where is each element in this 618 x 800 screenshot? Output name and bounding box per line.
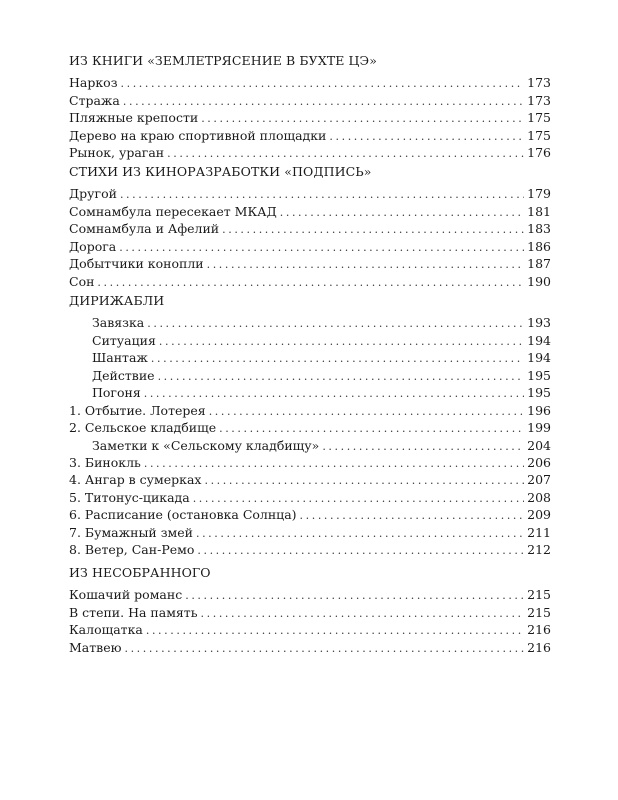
entry-page: 212 bbox=[527, 542, 551, 558]
toc-entry[interactable] bbox=[69, 74, 551, 91]
toc-section-nesobrannoe bbox=[69, 564, 551, 656]
entry-page: 196 bbox=[527, 402, 551, 418]
entry-title: Завязка bbox=[92, 315, 145, 331]
section-title: СТИХИ ИЗ КИНОРАЗРАБОТКИ «ПОДПИСЬ» bbox=[69, 164, 372, 179]
entry-page: 207 bbox=[527, 472, 551, 488]
entry-page: 173 bbox=[527, 92, 551, 108]
toc-entry[interactable] bbox=[69, 331, 551, 348]
toc-entry[interactable] bbox=[69, 185, 551, 202]
toc-page bbox=[69, 0, 551, 800]
leader-dots bbox=[146, 624, 524, 638]
entry-title: 3. Бинокль bbox=[69, 454, 141, 470]
section-title: ДИРИЖАБЛИ bbox=[69, 293, 165, 308]
entry-title: 1. Отбытие. Лотерея bbox=[69, 402, 206, 418]
leader-dots bbox=[167, 147, 524, 161]
leader-dots bbox=[144, 387, 524, 401]
entry-page: 195 bbox=[527, 367, 551, 383]
leader-dots bbox=[158, 370, 525, 384]
toc-entry[interactable] bbox=[69, 109, 551, 126]
leader-dots bbox=[151, 352, 524, 366]
entry-page: 175 bbox=[527, 127, 551, 143]
leader-dots bbox=[97, 276, 524, 290]
leader-dots bbox=[121, 77, 525, 91]
entry-title: Сомнамбула и Афелий bbox=[69, 221, 220, 237]
entry-page: 187 bbox=[527, 256, 551, 272]
entry-page: 190 bbox=[527, 273, 551, 289]
entry-title: 7. Бумажный змей bbox=[69, 524, 193, 540]
entry-page: 204 bbox=[527, 437, 551, 453]
leader-dots bbox=[322, 440, 524, 454]
leader-dots bbox=[201, 112, 524, 126]
toc-section-zemletryasenie bbox=[69, 52, 551, 161]
toc-entry[interactable] bbox=[69, 384, 551, 401]
leader-dots bbox=[144, 457, 524, 471]
leader-dots bbox=[209, 405, 524, 419]
toc-entry[interactable] bbox=[69, 621, 551, 638]
entry-title: Добытчики конопли bbox=[69, 256, 204, 272]
entry-title: Наркоз bbox=[69, 75, 118, 91]
entry-title: Погоня bbox=[92, 385, 141, 401]
entry-page: 193 bbox=[527, 315, 551, 331]
toc-entry[interactable] bbox=[69, 454, 551, 471]
toc-entry[interactable] bbox=[69, 471, 551, 488]
entry-page: 175 bbox=[527, 110, 551, 126]
leader-dots bbox=[222, 223, 524, 237]
entry-page: 176 bbox=[527, 145, 551, 161]
entry-title: 6. Расписание (остановка Солнца) bbox=[69, 507, 297, 523]
section-title: ИЗ КНИГИ «ЗЕМЛЕТРЯСЕНИЕ В БУХТЕ ЦЭ» bbox=[69, 53, 377, 68]
entry-page: 194 bbox=[527, 350, 551, 366]
toc-entry[interactable] bbox=[69, 401, 551, 418]
entry-title: Кошачий романс bbox=[69, 587, 183, 603]
entry-page: 208 bbox=[527, 489, 551, 505]
entry-title: Дорога bbox=[69, 238, 117, 254]
entry-page: 173 bbox=[527, 75, 551, 91]
leader-dots bbox=[204, 474, 524, 488]
leader-dots bbox=[120, 188, 524, 202]
entry-page: 216 bbox=[527, 622, 551, 638]
toc-entry[interactable] bbox=[69, 126, 551, 143]
entry-page: 215 bbox=[527, 604, 551, 620]
leader-dots bbox=[329, 130, 524, 144]
entry-page: 206 bbox=[527, 454, 551, 470]
entry-title: Ситуация bbox=[92, 332, 156, 348]
leader-dots bbox=[159, 335, 524, 349]
entry-title: Рынок, ураган bbox=[69, 145, 165, 161]
toc-entry[interactable] bbox=[69, 202, 551, 219]
leader-dots bbox=[185, 589, 524, 603]
leader-dots bbox=[147, 317, 524, 331]
entry-page: 183 bbox=[527, 221, 551, 237]
toc-entry[interactable] bbox=[69, 488, 551, 505]
leader-dots bbox=[123, 95, 524, 109]
entry-page: 211 bbox=[527, 524, 551, 540]
entry-page: 179 bbox=[527, 186, 551, 202]
toc-entry[interactable] bbox=[69, 272, 551, 289]
toc-entry[interactable] bbox=[69, 436, 551, 453]
toc-entry[interactable] bbox=[69, 541, 551, 558]
entry-page: 209 bbox=[527, 507, 551, 523]
toc-entry[interactable] bbox=[69, 586, 551, 603]
toc-section-dirizhabli bbox=[69, 292, 551, 558]
toc-entry[interactable] bbox=[69, 523, 551, 540]
toc-entry[interactable] bbox=[69, 91, 551, 108]
leader-dots bbox=[197, 544, 524, 558]
entry-title: Матвею bbox=[69, 639, 122, 655]
toc-entry[interactable] bbox=[69, 603, 551, 620]
section-title: ИЗ НЕСОБРАННОГО bbox=[69, 565, 211, 580]
leader-dots bbox=[207, 258, 525, 272]
entry-title: 5. Титонус-цикада bbox=[69, 489, 190, 505]
leader-dots bbox=[119, 241, 524, 255]
toc-entry[interactable] bbox=[69, 638, 551, 655]
entry-page: 199 bbox=[527, 420, 551, 436]
entry-title: Заметки к «Сельскому кладбищу» bbox=[92, 437, 320, 453]
entry-page: 194 bbox=[527, 332, 551, 348]
toc-entry[interactable] bbox=[69, 314, 551, 331]
entry-title: Дерево на краю спортивной площадки bbox=[69, 127, 327, 143]
leader-dots bbox=[124, 642, 524, 656]
toc-entry[interactable] bbox=[69, 237, 551, 254]
leader-dots bbox=[196, 527, 524, 541]
entry-title: Сомнамбула пересекает МКАД bbox=[69, 203, 277, 219]
toc-section-podpis bbox=[69, 163, 551, 290]
toc-entry[interactable] bbox=[69, 419, 551, 436]
entry-page: 216 bbox=[527, 639, 551, 655]
entry-title: В степи. На память bbox=[69, 604, 198, 620]
entry-page: 186 bbox=[527, 238, 551, 254]
toc-entry[interactable] bbox=[69, 506, 551, 523]
entry-title: Действие bbox=[92, 367, 155, 383]
entry-title: Шантаж bbox=[92, 350, 148, 366]
leader-dots bbox=[300, 509, 525, 523]
entry-title: Пляжные крепости bbox=[69, 110, 199, 126]
entry-page: 181 bbox=[527, 203, 551, 219]
leader-dots bbox=[280, 206, 524, 220]
toc-entry[interactable] bbox=[69, 220, 551, 237]
toc-entry[interactable] bbox=[69, 349, 551, 366]
entry-title: 2. Сельское кладбище bbox=[69, 420, 217, 436]
entry-title: Стража bbox=[69, 92, 120, 108]
leader-dots bbox=[219, 422, 524, 436]
entry-title: Другой bbox=[69, 186, 117, 202]
leader-dots bbox=[201, 607, 525, 621]
entry-title: Сон bbox=[69, 273, 95, 289]
toc-entry[interactable] bbox=[69, 255, 551, 272]
toc-entry[interactable] bbox=[69, 144, 551, 161]
toc-entry[interactable] bbox=[69, 366, 551, 383]
entry-page: 215 bbox=[527, 587, 551, 603]
leader-dots bbox=[193, 492, 524, 506]
entry-page: 195 bbox=[527, 385, 551, 401]
entry-title: 4. Ангар в сумерках bbox=[69, 472, 202, 488]
entry-title: Калощатка bbox=[69, 622, 143, 638]
entry-title: 8. Ветер, Сан-Ремо bbox=[69, 542, 195, 558]
